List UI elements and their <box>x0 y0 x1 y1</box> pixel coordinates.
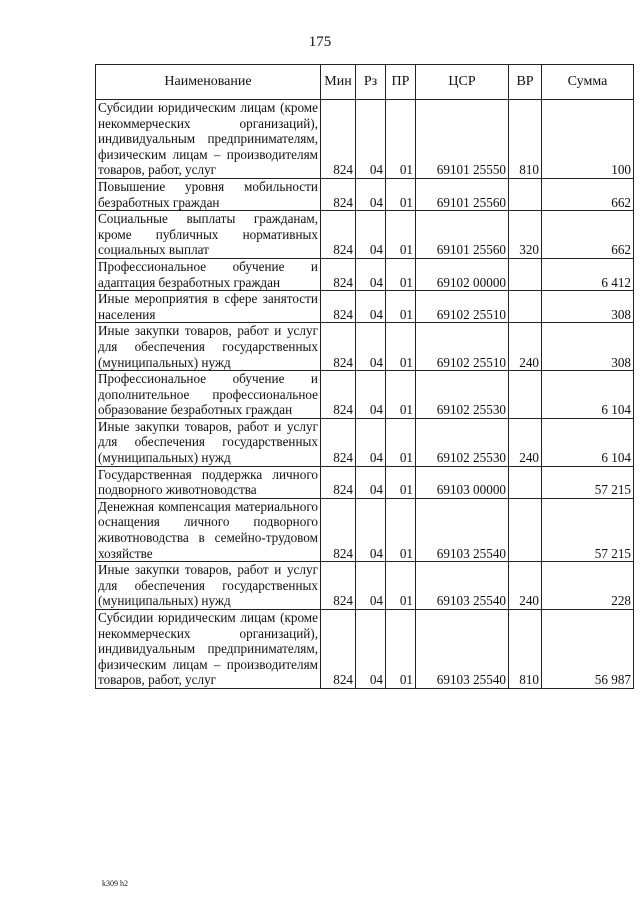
header-name: Наименование <box>96 65 321 100</box>
table-row <box>96 498 634 561</box>
row-sum: 6 104 <box>542 418 634 466</box>
row-min: 824 <box>321 562 356 610</box>
row-pr: 01 <box>386 371 416 419</box>
row-pr: 01 <box>386 418 416 466</box>
row-sum: 56 987 <box>542 610 634 689</box>
row-vr <box>509 466 542 498</box>
row-vr: 810 <box>509 610 542 689</box>
row-rz: 04 <box>356 211 386 259</box>
header-rz: Рз <box>356 65 386 100</box>
row-name: Субсидии юридическим лицам (кроме некоммерческих организаций), индивидуальным предпринимателям, физическим лицам – производителям товаров, работ, услуг <box>96 610 321 689</box>
row-name: Иные мероприятия в сфере занятости населения <box>96 291 321 323</box>
row-csr: 69102 25510 <box>416 291 509 323</box>
row-pr: 01 <box>386 562 416 610</box>
row-sum: 662 <box>542 211 634 259</box>
row-pr: 01 <box>386 610 416 689</box>
table-row <box>96 466 634 498</box>
header-row <box>96 65 634 100</box>
row-name: Государственная поддержка личного подворного животноводства <box>96 466 321 498</box>
row-rz: 04 <box>356 258 386 290</box>
row-min: 824 <box>321 323 356 371</box>
row-name: Повышение уровня мобильности безработных граждан <box>96 178 321 210</box>
row-csr: 69102 00000 <box>416 258 509 290</box>
header-csr: ЦСР <box>416 65 509 100</box>
row-sum: 308 <box>542 291 634 323</box>
row-pr: 01 <box>386 178 416 210</box>
row-pr: 01 <box>386 258 416 290</box>
row-rz: 04 <box>356 562 386 610</box>
row-vr <box>509 498 542 561</box>
row-min: 824 <box>321 291 356 323</box>
budget-table <box>95 64 634 689</box>
row-sum: 57 215 <box>542 498 634 561</box>
row-csr: 69103 00000 <box>416 466 509 498</box>
row-csr: 69101 25560 <box>416 211 509 259</box>
row-name: Денежная компенсация материального оснащения личного подворного животноводства в семейно-трудовом хозяйстве <box>96 498 321 561</box>
row-min: 824 <box>321 100 356 179</box>
row-pr: 01 <box>386 498 416 561</box>
row-min: 824 <box>321 258 356 290</box>
row-rz: 04 <box>356 466 386 498</box>
row-rz: 04 <box>356 100 386 179</box>
row-name: Иные закупки товаров, работ и услуг для обеспечения государственных (муниципальных) нужд <box>96 418 321 466</box>
row-min: 824 <box>321 466 356 498</box>
row-name: Субсидии юридическим лицам (кроме некоммерческих организаций), индивидуальным предпринимателям, физическим лицам – производителям товаров, работ, услуг <box>96 100 321 179</box>
row-sum: 308 <box>542 323 634 371</box>
row-min: 824 <box>321 610 356 689</box>
row-csr: 69101 25560 <box>416 178 509 210</box>
row-rz: 04 <box>356 418 386 466</box>
table-row <box>96 610 634 689</box>
row-sum: 6 412 <box>542 258 634 290</box>
row-vr <box>509 371 542 419</box>
row-vr <box>509 178 542 210</box>
table-row <box>96 371 634 419</box>
header-min: Мин <box>321 65 356 100</box>
row-rz: 04 <box>356 371 386 419</box>
row-min: 824 <box>321 178 356 210</box>
row-name: Иные закупки товаров, работ и услуг для обеспечения государственных (муниципальных) нужд <box>96 562 321 610</box>
row-min: 824 <box>321 371 356 419</box>
header-sum: Сумма <box>542 65 634 100</box>
row-pr: 01 <box>386 291 416 323</box>
row-pr: 01 <box>386 211 416 259</box>
row-sum: 6 104 <box>542 371 634 419</box>
row-pr: 01 <box>386 466 416 498</box>
row-name: Социальные выплаты гражданам, кроме публичных нормативных социальных выплат <box>96 211 321 259</box>
header-pr: ПР <box>386 65 416 100</box>
row-csr: 69102 25530 <box>416 371 509 419</box>
footer-code: k309 h2 <box>102 879 128 888</box>
row-pr: 01 <box>386 323 416 371</box>
page-number: 175 <box>308 34 332 50</box>
row-vr: 810 <box>509 100 542 179</box>
row-vr <box>509 258 542 290</box>
row-csr: 69103 25540 <box>416 498 509 561</box>
table-row <box>96 562 634 610</box>
table-row <box>96 258 634 290</box>
row-csr: 69101 25550 <box>416 100 509 179</box>
row-csr: 69103 25540 <box>416 610 509 689</box>
row-sum: 57 215 <box>542 466 634 498</box>
table-row <box>96 100 634 179</box>
row-vr: 240 <box>509 562 542 610</box>
row-sum: 228 <box>542 562 634 610</box>
row-rz: 04 <box>356 178 386 210</box>
row-name: Профессиональное обучение и адаптация безработных граждан <box>96 258 321 290</box>
row-name: Профессиональное обучение и дополнительное профессиональное образование безработных граждан <box>96 371 321 419</box>
row-name: Иные закупки товаров, работ и услуг для обеспечения государственных (муниципальных) нужд <box>96 323 321 371</box>
row-min: 824 <box>321 498 356 561</box>
row-csr: 69102 25510 <box>416 323 509 371</box>
table-row <box>96 211 634 259</box>
row-vr <box>509 291 542 323</box>
row-rz: 04 <box>356 610 386 689</box>
table-row <box>96 323 634 371</box>
table-row <box>96 291 634 323</box>
row-pr: 01 <box>386 100 416 179</box>
row-csr: 69103 25540 <box>416 562 509 610</box>
row-min: 824 <box>321 418 356 466</box>
row-rz: 04 <box>356 291 386 323</box>
row-csr: 69102 25530 <box>416 418 509 466</box>
table-row <box>96 178 634 210</box>
row-rz: 04 <box>356 323 386 371</box>
row-sum: 100 <box>542 100 634 179</box>
row-rz: 04 <box>356 498 386 561</box>
row-vr: 240 <box>509 323 542 371</box>
table-row <box>96 418 634 466</box>
row-sum: 662 <box>542 178 634 210</box>
header-vr: ВР <box>509 65 542 100</box>
row-vr: 320 <box>509 211 542 259</box>
row-min: 824 <box>321 211 356 259</box>
row-vr: 240 <box>509 418 542 466</box>
